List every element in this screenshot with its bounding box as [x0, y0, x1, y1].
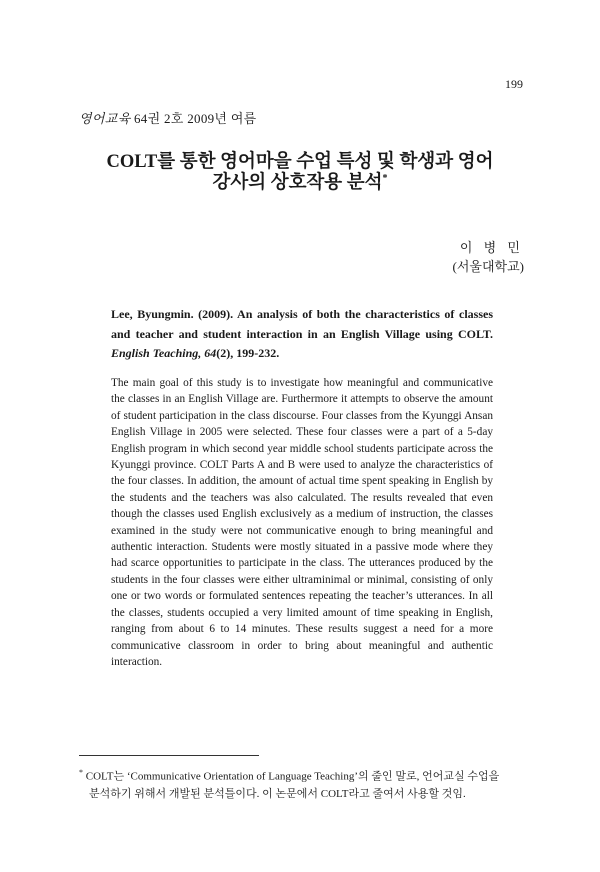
citation [111, 305, 493, 364]
running-head-issue: 64권 2호 2009년 여름 [134, 111, 257, 126]
citation-volume: 64 [204, 346, 217, 360]
footnote-line2: 분석하기 위해서 개발된 분석틀이다. 이 논문에서 COLT라고 줄여서 사용할 것임. [89, 787, 466, 800]
citation-article-title: An analysis of both the characteristics of classes and teacher and student interaction in an English Village using COLT. [111, 307, 493, 341]
footnote-line1: COLT는 ‘Communicative Orientation of Language Teaching’의 줄인 말로, 언어교실 수업을 [85, 770, 500, 783]
abstract: The main goal of this study is to investigate how meaningful and communicative the classes in an English Village are. Furthermore it attempts to observe the amount of student participation in the class discourse. Four classes from the Kyunggi Ansan English Village in 2005 were selected. These four classes were a part of a 5-day English program in which second year middle school students participate across the Kyunggi province. COLT Parts A and B were used to analyze the characteristics of the four classes. In addition, the amount of actual time spent speaking in English by the students and the teachers was also calculated. The results revealed that even though the classes used English exclusively as a medium of instruction, the classes examined in the study were not communicative enough to bring meaningful and authentic interaction. Students were mostly situated in a passive mode where they had scarce opportunities to participate in the class. The utterances produced by the students in the four classes were either ultraminimal or minimal, consisting of only one or two words or formulated sentences repeating the teacher’s utterances. In all the classes, students occupied a very limited amount of time speaking in English, ranging from about 6 to 14 minutes. These results suggest a need for a more communicative classroom in order to bring about meaningful and authentic interaction. [111, 377, 493, 668]
footnote [79, 764, 521, 803]
title-footnote-marker: * [382, 172, 388, 184]
citation-authors-year: Lee, Byungmin. (2009). [111, 307, 234, 321]
running-head [79, 108, 257, 127]
citation-issue-pages: (2), 199-232. [216, 346, 280, 360]
paper-title-line1: COLT를 통한 영어마을 수업 특성 및 학생과 영어 [106, 152, 494, 172]
citation-journal: English Teaching, [111, 346, 202, 360]
author-affiliation: (서울대학교) [452, 259, 524, 274]
page-number: 199 [505, 77, 523, 91]
footnote-marker: * [79, 768, 83, 777]
paper-title-line2: 강사의 상호작용 분석 [212, 173, 383, 193]
author-name: 이 병 민 [459, 240, 524, 255]
running-head-journal: 영어교육 [79, 111, 131, 126]
footnote-divider [79, 755, 259, 756]
paper-title [60, 152, 540, 194]
